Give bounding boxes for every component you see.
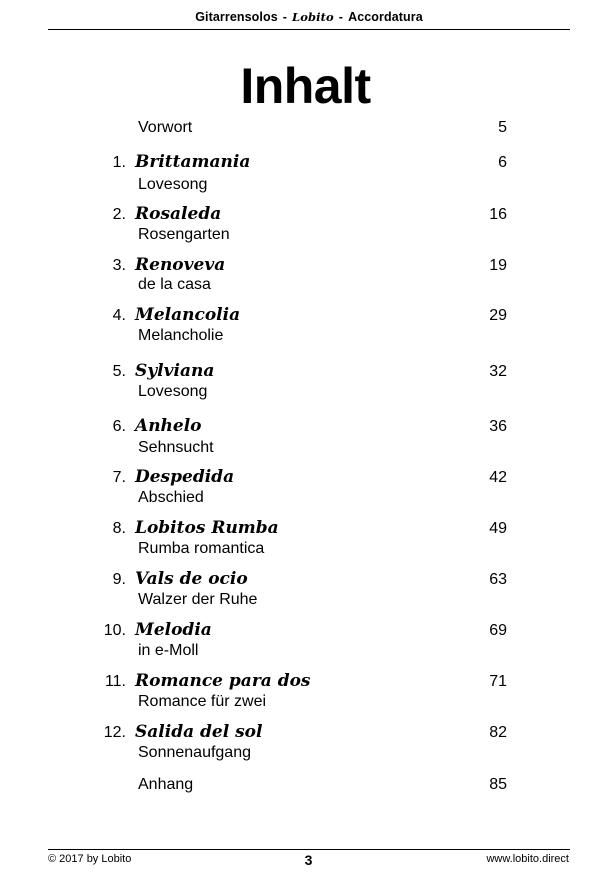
entry-page: 36 [489, 418, 507, 435]
preface-page: 5 [498, 119, 507, 136]
entry-number: 2. [112, 206, 126, 223]
entry-page: 6 [498, 154, 507, 171]
entry-subtitle: Rumba romantica [138, 540, 265, 557]
entry-title: Salida del sol [135, 722, 263, 742]
entry-page: 16 [489, 206, 507, 223]
entry-title: Rosaleda [135, 204, 222, 224]
entry-subtitle: Walzer der Ruhe [138, 591, 258, 608]
entry-subtitle: Lovesong [138, 176, 208, 193]
entry-number: 7. [112, 469, 126, 486]
entry-page: 82 [489, 724, 507, 741]
entry-subtitle: Melancholie [138, 327, 224, 344]
entry-number: 6. [112, 418, 126, 435]
entry-subtitle: in e-Moll [138, 642, 199, 659]
running-header [48, 10, 570, 24]
entry-number: 11. [104, 673, 126, 690]
entry-page: 29 [489, 307, 507, 324]
entry-number: 12. [103, 724, 126, 741]
entry-title: Despedida [135, 467, 235, 487]
entry-page: 42 [489, 469, 507, 486]
entry-subtitle: Sehnsucht [138, 439, 214, 456]
header-subtitle: Accordatura [348, 10, 423, 24]
entry-number: 1. [112, 154, 126, 171]
lobito-logo: Lobito [292, 10, 334, 24]
entry-number: 8. [112, 520, 126, 537]
entry-subtitle: Romance für zwei [138, 693, 267, 710]
entry-number: 4. [112, 307, 126, 324]
entry-title: Renoveva [135, 255, 226, 275]
appendix-page: 85 [489, 776, 507, 793]
entry-title: Brittamania [135, 152, 251, 172]
footer-website[interactable]: www.lobito.direct [486, 853, 569, 865]
header-book-title: Gitarrensolos [195, 10, 278, 24]
entry-number: 5. [112, 363, 126, 380]
entry-title: Anhelo [135, 416, 202, 436]
header-separator: - [338, 10, 344, 24]
entry-title: Romance para dos [135, 671, 311, 691]
header-separator: - [282, 10, 288, 24]
entry-page: 63 [489, 571, 507, 588]
entry-title: Sylviana [135, 361, 215, 381]
entry-title: Melancolia [135, 305, 241, 325]
page-title: Inhalt [240, 58, 371, 114]
footer-rule [48, 849, 570, 850]
entry-page: 49 [489, 520, 507, 537]
appendix-label: Anhang [138, 776, 194, 793]
entry-subtitle: Sonnenaufgang [138, 744, 251, 761]
entry-subtitle: Abschied [138, 489, 204, 506]
entry-number: 9. [112, 571, 126, 588]
entry-page: 19 [489, 257, 507, 274]
entry-number: 10. [103, 622, 126, 639]
entry-title: Lobitos Rumba [135, 518, 279, 538]
entry-page: 71 [489, 673, 507, 690]
entry-title: Melodia [135, 620, 212, 640]
footer-copyright: © 2017 by Lobito [48, 853, 132, 865]
preface-label: Vorwort [138, 119, 193, 136]
entry-title: Vals de ocio [135, 569, 248, 589]
entry-number: 3. [112, 257, 126, 274]
entry-subtitle: de la casa [138, 276, 211, 293]
entry-page: 69 [489, 622, 507, 639]
entry-subtitle: Lovesong [138, 383, 208, 400]
entry-page: 32 [489, 363, 507, 380]
entry-subtitle: Rosengarten [138, 226, 230, 243]
header-rule [48, 29, 570, 30]
footer-page-number: 3 [304, 852, 313, 868]
